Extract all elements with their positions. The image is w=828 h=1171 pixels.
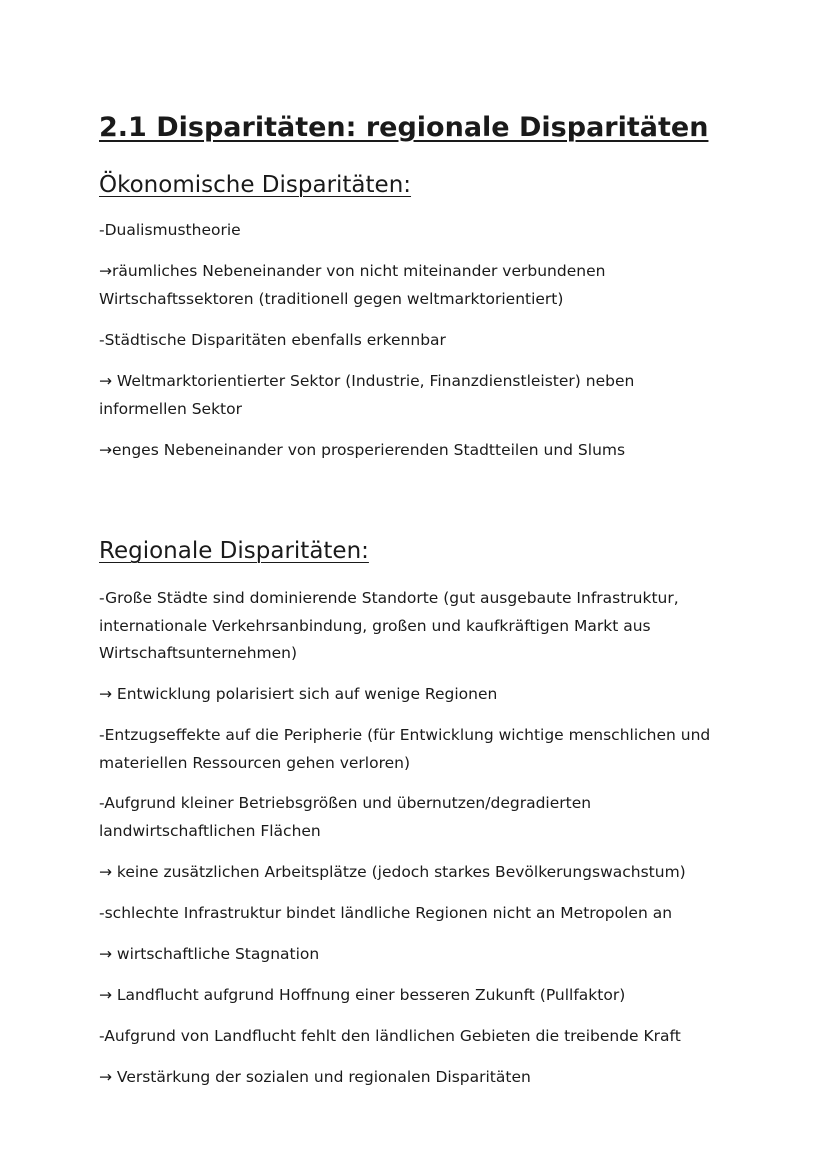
text-line: internationale Verkehrsanbindung, großen und kaufkräftigen Markt aus [99,616,651,635]
text-line: → keine zusätzlichen Arbeitsplätze (jedoch starkes Bevölkerungswachstum) [99,863,686,881]
paragraph [99,437,739,465]
text-line: -Große Städte sind dominierende Standorte (gut ausgebaute Infrastruktur, [99,589,679,607]
text-line: -Aufgrund von Landflucht fehlt den ländlichen Gebieten die treibende Kraft [99,1027,681,1045]
section-heading-oekonomische-disparitaeten: Ökonomische Disparitäten: [99,172,412,198]
text-line: -schlechte Infrastruktur bindet ländliche Regionen nicht an Metropolen an [99,904,673,922]
paragraph [99,900,739,928]
paragraph [99,722,739,777]
text-line: → Weltmarktorientierter Sektor (Industrie, Finanzdienstleister) neben [99,372,635,390]
text-line: landwirtschaftlichen Flächen [99,821,321,840]
paragraph [99,1023,739,1051]
text-line: materiellen Ressourcen gehen verloren) [99,753,411,772]
text-line: → Landflucht aufgrund Hoffnung einer besseren Zukunft (Pullfaktor) [99,986,626,1004]
paragraph [99,327,739,355]
text-line: -Aufgrund kleiner Betriebsgrößen und übernutzen/degradierten [99,794,592,812]
text-line: →enges Nebeneinander von prosperierenden Stadtteilen und Slums [99,441,626,459]
text-line: informellen Sektor [99,399,242,418]
text-line: Wirtschaftsunternehmen) [99,644,298,662]
paragraph [99,1064,739,1092]
paragraph [99,585,739,668]
text-line: -Entzugseffekte auf die Peripherie (für Entwicklung wichtige menschlichen und [99,726,711,744]
text-line: →räumliches Nebeneinander von nicht miteinander verbundenen [99,262,606,280]
text-line: -Städtische Disparitäten ebenfalls erkennbar [99,331,446,349]
paragraph [99,941,739,969]
paragraph [99,790,739,845]
paragraph [99,368,739,423]
paragraph [99,258,739,313]
text-line: Wirtschaftssektoren (traditionell gegen weltmarktorientiert) [99,289,564,308]
text-line: -Dualismustheorie [99,221,241,239]
text-line: → Verstärkung der sozialen und regionalen Disparitäten [99,1068,531,1086]
text-line: → Entwicklung polarisiert sich auf wenige Regionen [99,685,498,703]
paragraph [99,859,739,887]
paragraph [99,982,739,1010]
paragraph [99,681,739,709]
text-line: → wirtschaftliche Stagnation [99,945,320,963]
section-heading-regionale-disparitaeten: Regionale Disparitäten: [99,538,369,564]
paragraph [99,217,739,245]
page-title: 2.1 Disparitäten: regionale Disparitäten [99,112,709,143]
